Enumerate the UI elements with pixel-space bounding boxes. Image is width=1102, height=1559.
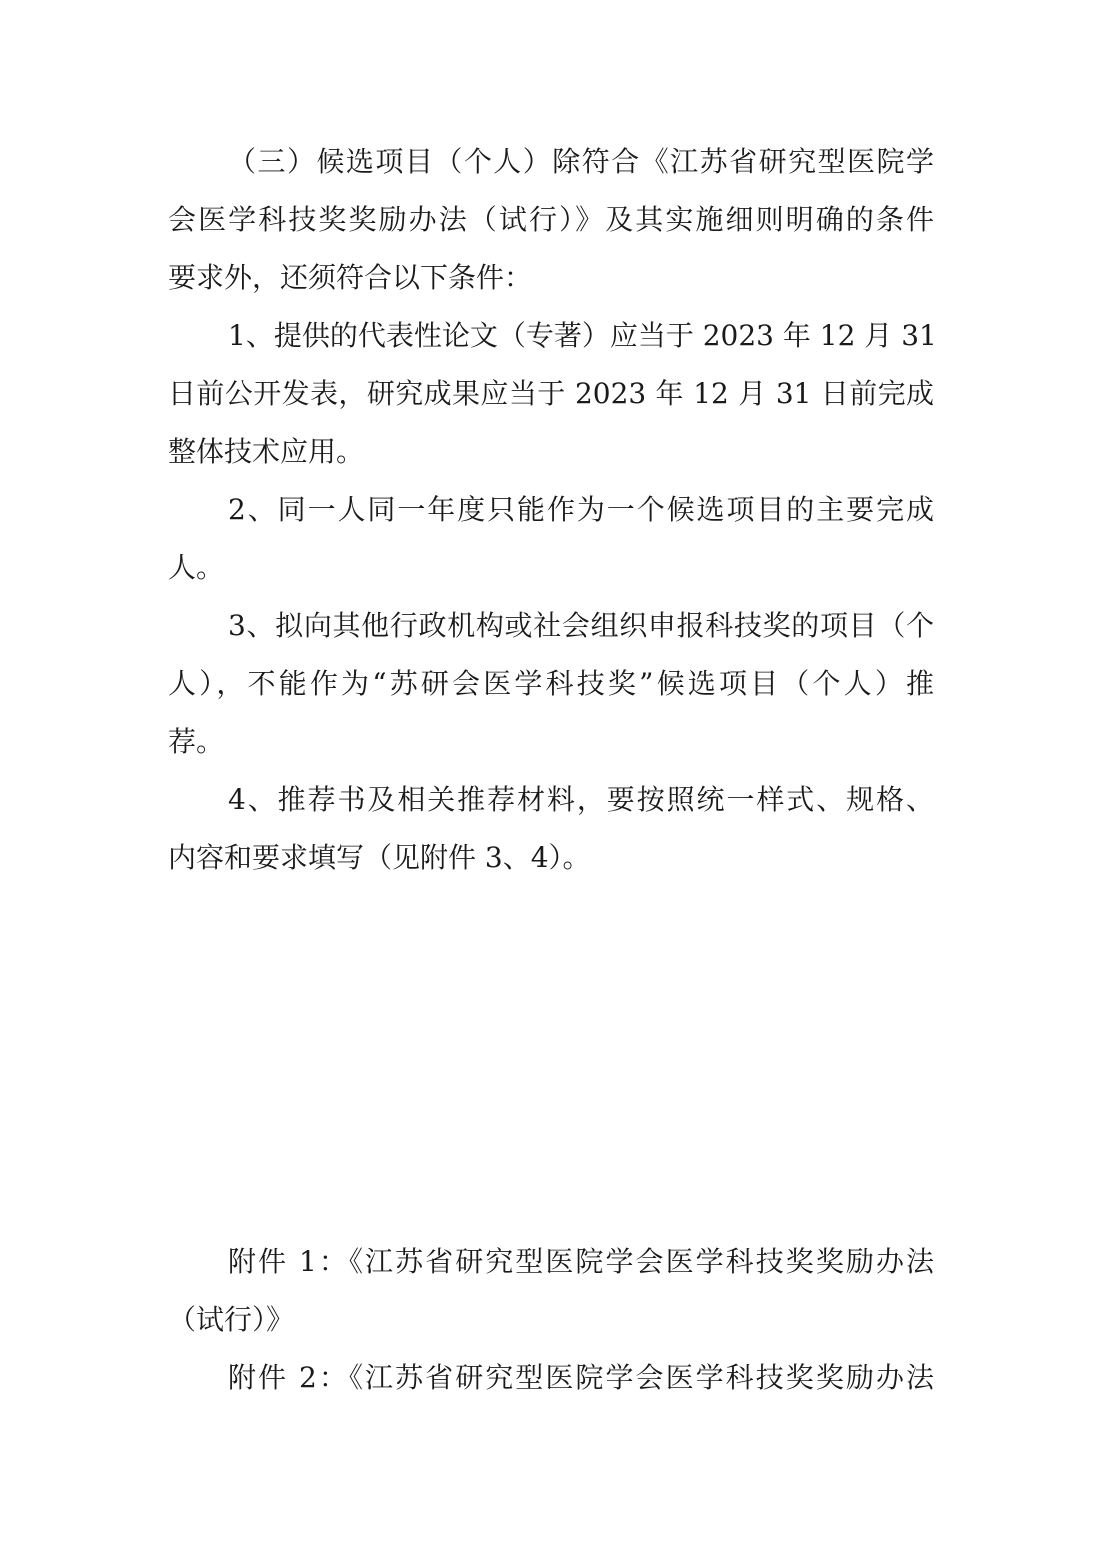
paragraph-line: 日前公开发表，研究成果应当于 2023 年 12 月 31 日前完成 (168, 377, 934, 410)
paragraph-line: 整体技术应用。 (168, 435, 365, 468)
paragraph-line: 人。 (168, 551, 225, 584)
paragraph-line: （三）候选项目（个人）除符合《江苏省研究型医院学 (228, 145, 934, 178)
paragraph-line: 荐。 (168, 725, 225, 758)
paragraph-line: 3、拟向其他行政机构或社会组织申报科技奖的项目（个 (228, 609, 934, 642)
attachment-line: 附件 2：《江苏省研究型医院学会医学科技奖奖励办法 (228, 1361, 934, 1394)
paragraph-line: 会医学科技奖奖励办法（试行）》及其实施细则明确的条件 (168, 203, 934, 236)
paragraph-line: 4、推荐书及相关推荐材料，要按照统一样式、规格、 (228, 783, 934, 816)
attachment-line: （试行）》 (168, 1303, 295, 1336)
paragraph-line: 内容和要求填写（见附件 3、4）。 (168, 841, 591, 874)
paragraph-line: 人），不能作为“苏研会医学科技奖”候选项目（个人）推 (168, 667, 934, 700)
paragraph-line: 2、同一人同一年度只能作为一个候选项目的主要完成 (228, 493, 934, 526)
attachment-line: 附件 1：《江苏省研究型医院学会医学科技奖奖励办法 (228, 1245, 934, 1278)
paragraph-line: 要求外，还须符合以下条件： (168, 261, 533, 294)
paragraph-line: 1、提供的代表性论文（专著）应当于 2023 年 12 月 31 (228, 319, 937, 352)
